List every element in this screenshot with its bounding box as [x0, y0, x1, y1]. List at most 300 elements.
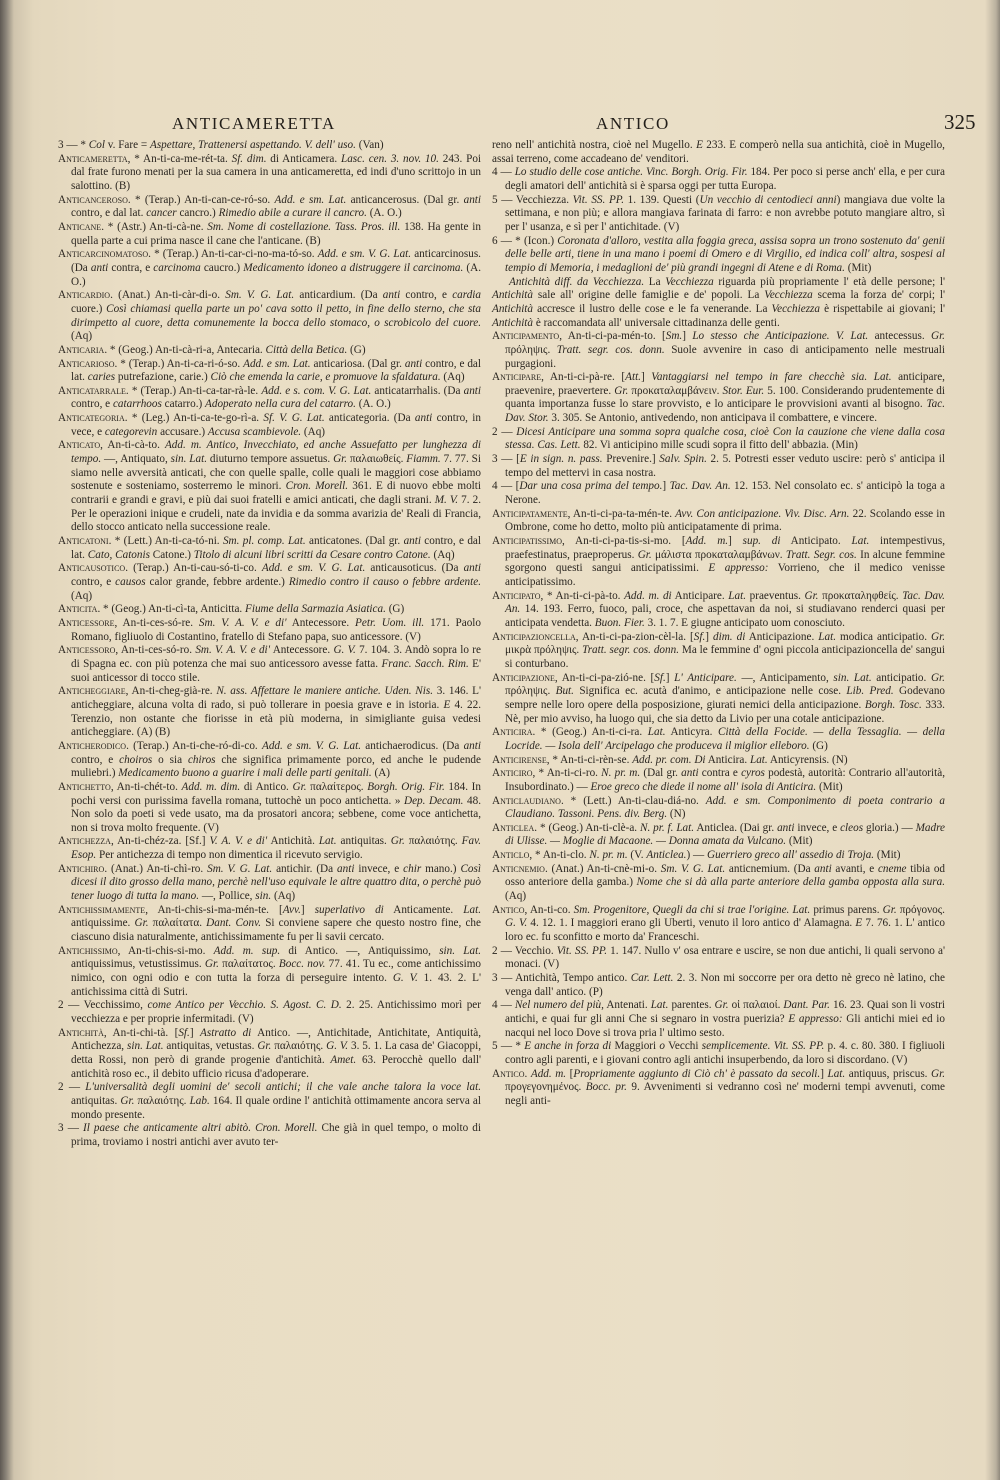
italic-text: Antichità diff. da Vecchiezza. [509, 275, 645, 288]
italic-text: Vecchiezza [771, 302, 820, 315]
roman-text: ] [662, 480, 670, 493]
roman-text: (Dal gr. [640, 767, 682, 780]
roman-text: παλαιότης. [271, 1040, 327, 1053]
roman-text: 4. 22. Terenzio, non ostante che fiorisse in età più moderna, in simigliante guisa vedesi anticheggiare. (A) (B) [71, 698, 481, 739]
italic-text: L'universalità degli uomini de' secoli antichi; il che vale anche talora la voce lat. [85, 1081, 481, 1094]
roman-text: (Mit) [786, 835, 813, 848]
italic-text: Gr. [931, 1067, 946, 1080]
italic-text: Lib. Pred. [846, 685, 894, 698]
italic-text: Add. m. dim. [181, 780, 241, 793]
italic-text: Sm. V. G. Lat. [660, 862, 726, 875]
roman-text: (Mit) [844, 261, 872, 274]
roman-text: antichaerodicus. (Da [361, 739, 464, 752]
roman-text: . (Anat.) An-ti-cnè-mi-o. [544, 862, 661, 875]
roman-text: Anticlea. (Dai gr. [694, 821, 778, 834]
roman-text: [ [566, 1067, 574, 1080]
roman-text: —, Pollice, [199, 890, 256, 903]
roman-text: In alcune femmine sgorgono questi sangui anticipatissimi. [505, 548, 945, 575]
headword: Antichetto [58, 780, 111, 793]
roman-text: . * (Terap.) An-ti-ca-tar-rà-le. [125, 384, 262, 397]
roman-text: anticardium. (Da [294, 289, 383, 302]
headword: Anticlea [492, 821, 535, 834]
roman-text: (Aq) [301, 425, 326, 438]
roman-text: antecessus. [868, 330, 931, 343]
roman-text: 1. 43. 2. L' antichissima città di Sutri. [71, 972, 481, 998]
roman-text: catarro.) [161, 398, 206, 411]
roman-text: ] [682, 330, 693, 343]
dictionary-entry [492, 822, 945, 849]
dictionary-entry [492, 754, 945, 768]
headword: Antichissimamente [58, 903, 146, 916]
roman-text: parentes. [668, 999, 715, 1012]
italic-text: anti [337, 862, 355, 875]
roman-text: προκαταληφθείς. [818, 589, 903, 602]
dictionary-entry [58, 289, 481, 344]
italic-text: sup. di [742, 535, 781, 548]
italic-text: Il paese che anticamente altri abitò. Cron. Morell. [82, 1122, 318, 1135]
italic-text: E [696, 139, 703, 151]
roman-text: 7. 77. Si siamo nelle avversità anticati, che con quelle spalle, colle quali le maggiori cose abbiamo sostenute e sosteniamo, sosterremo le minori. [71, 453, 481, 493]
roman-text: di Antico. [240, 780, 293, 793]
italic-text: V. A. V. e di' [209, 835, 268, 848]
roman-text: (Aq) [440, 371, 465, 384]
roman-text: 184. Per poco si perse anch' ella, e per cura degli amatori dell' antichità si è sparsa oggi per tutta Europa. [505, 166, 945, 192]
roman-text: contro, e dal lat. [71, 535, 482, 561]
dictionary-entry [58, 904, 481, 945]
roman-text: , An-ti-ci-pa-ta-mén-te. [567, 507, 676, 520]
dictionary-entry [58, 139, 481, 153]
italic-text: anti [777, 821, 795, 834]
dictionary-entry [492, 453, 945, 480]
roman-text: Anticyra. [665, 726, 718, 739]
roman-text: παλαίτατος. [218, 958, 279, 971]
dictionary-entry [58, 358, 481, 385]
italic-text: Tratt. Segr. cos. [785, 548, 857, 561]
italic-text: Ciò che emenda la carie, e promuove la sfaldatura. [210, 371, 441, 384]
italic-text: sin. Lat. [170, 453, 208, 466]
headword: Antico [492, 903, 525, 916]
italic-text: sin. Lat. [127, 1040, 164, 1053]
italic-text: Dant. Par. [783, 999, 830, 1012]
roman-text: antiquissimus, vetustissimus. [71, 958, 205, 971]
italic-text: Lat. [728, 589, 747, 602]
roman-text: anticategoria. (Da [324, 412, 415, 425]
italic-text: Lat. [650, 999, 669, 1012]
italic-text: anti [382, 289, 401, 302]
roman-text: Prevenire.] [602, 453, 660, 466]
headword: Anticira [492, 726, 533, 739]
roman-text: di Antico. —, Antiquissimo, [280, 944, 440, 957]
roman-text: 22. Scolando esse in Ombrone, come ho detto, molto più anticipatamente di prima. [505, 507, 945, 534]
italic-text: Sm. [665, 330, 683, 343]
roman-text: Antenati. [603, 999, 651, 1012]
roman-text: 14. 193. Ferro, fuoco, pali, croce, che aspettavan da noi, si studiavano renderci quasi per anticipata vendetta. [505, 603, 945, 629]
roman-text: Vecchi [665, 1040, 702, 1053]
roman-text: , An-ti-chi-tà. [ [103, 1026, 179, 1039]
roman-text: riguarda più propriamente l' età delle persone; l' [713, 275, 945, 288]
headword: Anticatoni [58, 535, 109, 548]
italic-text: anti [681, 767, 699, 780]
roman-text: anticipatio. [871, 671, 931, 684]
roman-text: . * (Lett.) An-ti-clau-diá-no. [560, 794, 706, 807]
roman-text: contro, e [71, 398, 113, 411]
italic-text: Gr. [292, 780, 307, 793]
italic-text: Città della Betica. [265, 343, 348, 356]
italic-text: Add. m. di [624, 589, 672, 602]
italic-text: Sf. dim. [231, 152, 267, 165]
dictionary-entry [58, 945, 481, 1000]
roman-text: antiquus, priscus. [845, 1067, 932, 1080]
roman-text: 2 — Vecchio. [492, 944, 557, 957]
roman-text: sale all' origine delle famiglie e de' popoli. La [533, 289, 765, 302]
italic-text: anti [463, 384, 481, 397]
roman-text: 233. E comperò nella sua antichità, cioè in Mugello, assai terreno, come accadeano de' venditori. [492, 139, 945, 165]
roman-text: mano.) [421, 862, 461, 875]
roman-text: . * (Geog.) An-ti-cì-ta, Anticitta. [97, 603, 246, 616]
italic-text: Nome che si dà alla parte anteriore della gamba opposta alla sura. [636, 876, 945, 889]
roman-text: cuore.) [71, 302, 107, 315]
roman-text: ] [300, 903, 315, 916]
roman-text: Per antichezza di tempo non dimentica il ricevuto servigio. [96, 849, 363, 862]
italic-text: Antichità [492, 289, 534, 302]
dictionary-entry [58, 221, 481, 248]
italic-text: E appresso: [708, 562, 769, 575]
dictionary-entry [58, 344, 481, 358]
italic-text: anti [463, 562, 481, 575]
italic-text: anti [814, 862, 832, 875]
italic-text: anti [463, 193, 482, 206]
roman-text: (G) [385, 603, 405, 616]
roman-text: 2 — [58, 1081, 86, 1094]
roman-text: , An-ti-ci-pa-tis-si-mo. [ [562, 535, 686, 548]
italic-text: Gr. [714, 999, 729, 1012]
italic-text: Sm. Progenitore, Quegli da chi si trae l'origine. Lat. [573, 903, 811, 916]
italic-text: Gr. [882, 903, 897, 916]
roman-text: Suole avvenire in caso di anticipamento nelle mestruali purgagioni. [505, 343, 945, 370]
italic-text: Guerriero greco all' assedio di Troja. [706, 849, 875, 862]
roman-text: , An-ti-chis-si-ma-mén-te. [ [145, 903, 283, 916]
italic-text: cleos [840, 821, 864, 834]
italic-text: Coronata d'alloro, vestita alla foggia greca, assisa sopra un trono sostenuto da' genii delle belle arti, tiene in una mano i poemi di Omero e di Virgilio, ed indica coll' altra, sospesi al tempio di Memoria, i medaglioni de' più grandi ingegni di Atene e di Roma. [505, 234, 945, 274]
roman-text: 5 — Vecchiezza. [492, 193, 573, 206]
roman-text: 77. 41. Tu ec., come antichissimo nimico, con ogni odio e con tutta la forza di perseguire intento. [71, 958, 481, 985]
roman-text: ) mangiava due volte la settimana, e non più; e allora mangiava farinata di farro: e non avrebbe potuto mangiare altro, sì per l' usanza, e sì per l' antichitade. (V) [505, 193, 946, 233]
roman-text: παλαίτατα. [148, 917, 207, 930]
roman-text: 2. 3. Non mi soccorre per ora detto nè greco nè latino, che venga dall' antico. (P) [505, 972, 945, 998]
roman-text: (Aq) [71, 589, 93, 602]
roman-text: intempestivus, praefestinatus, praeproperus. [505, 535, 946, 561]
italic-text: Fav. Esop. [71, 835, 481, 862]
roman-text: è raccomandata all' universale cittadinanza delle genti. [533, 316, 780, 329]
roman-text: . (Anat.) An-ti-càr-di-o. [110, 289, 226, 302]
roman-text: μικρὰ πρόληψις. [505, 644, 583, 657]
roman-text: . * (Geog.) An-ti-ci-ra. [532, 726, 648, 739]
roman-text: Catone.) [149, 548, 194, 561]
left-column [58, 139, 481, 1150]
roman-text: , An-ti-cà-to. [100, 439, 165, 452]
dictionary-entry [58, 1027, 481, 1082]
headword: Anticategoria [58, 412, 125, 425]
headword: Anticameretta [58, 152, 128, 165]
roman-text: παλαιότης. [404, 835, 462, 848]
dictionary-entry [492, 863, 945, 904]
italic-text: sin. Lat. [439, 944, 482, 957]
italic-text: Add. e sm. Lat. [243, 357, 311, 370]
italic-text: Nel numero del più, [514, 999, 604, 1012]
running-head-right: ANTICO [596, 114, 670, 133]
roman-text: contro, in vece, e [71, 412, 481, 438]
italic-text: Buon. Fier. [594, 616, 645, 629]
italic-text: catarrhoos [112, 398, 162, 411]
italic-text: Eroe greco che diede il nome all' isola di Anticira. [590, 780, 817, 793]
roman-text: antiquitas, vetustas. [163, 1040, 258, 1053]
roman-text: 7. 104. 3. Andò sopra lo re di Spagna ec. con più potenza che mai suo anticessoro avesse fatta. [71, 644, 481, 670]
dictionary-entry [492, 590, 945, 631]
roman-text: 5. 100. Considerando prudentemente di quanta importanza fusse lo stare provvisto, e lo anticipare le provvisioni avanti al bisogno. [505, 384, 945, 411]
roman-text: Anticira. [705, 753, 750, 766]
headword: Anticane [58, 220, 102, 233]
italic-text: chiros [187, 753, 216, 766]
roman-text: 16. 23. Quai son li vostri antichi, e quai fur gli anni Che si segnaro in vostra puerizia? [505, 999, 946, 1025]
headword: Anticlaudiano [492, 794, 561, 807]
roman-text: scema la forza de' corpi; l' [812, 289, 946, 302]
roman-text: παλαιωθείς. [347, 453, 407, 466]
italic-text: Tac. Dav. An. [505, 589, 945, 616]
roman-text: anticipare, praevenire, praevertere. [505, 371, 945, 397]
italic-text: Salv. Spin. [659, 453, 707, 466]
roman-text: 4 — [492, 166, 515, 179]
headword: Antichità [58, 1026, 104, 1039]
roman-text: accusare.) [157, 425, 208, 438]
roman-text: . * (Geog.) An-ti-cà-ri-a, Antecaria. [104, 343, 266, 356]
italic-text: Madre di Ulisse. — Moglie di Macaone. — Donna amata da Vulcano. [505, 821, 945, 848]
italic-text: Vit. SS. PP. [556, 944, 608, 957]
roman-text: 4 — [ [492, 480, 520, 493]
italic-text: Add. e sm. Lat. [274, 193, 347, 206]
roman-text: πρόληψις. [505, 685, 556, 698]
headword: Anticatarrale [58, 384, 126, 397]
dictionary-entry [492, 535, 945, 590]
italic-text: Adoperato nella cura del catarro. [205, 398, 356, 411]
italic-text: M. V. [434, 494, 459, 507]
dictionary-entry [58, 685, 481, 740]
dictionary-entry [492, 426, 945, 453]
dictionary-entry [58, 412, 481, 439]
roman-text: 361. E di nuovo ebbe molti contrarii e grandi e gravi, e più dai suoi fratelli e amici anticati, che dagli strani. [71, 480, 482, 507]
italic-text: Sf. [654, 671, 666, 684]
dictionary-entry [58, 562, 481, 603]
italic-text: Amet. [330, 1053, 357, 1066]
roman-text: anticancerosus. (Dal gr. [346, 193, 464, 206]
roman-text: 63. Perocchè quello dall' antichità roso ec., il debito ufficio ricusa d'adoperare. [71, 1053, 481, 1080]
italic-text: choiros [119, 753, 153, 766]
italic-text: E appresso: [788, 1013, 843, 1025]
roman-text: contro, e [71, 753, 120, 766]
headword: Anticlo [492, 849, 530, 862]
headword: Anticaria [58, 343, 105, 356]
italic-text: Gr. [134, 917, 149, 930]
dictionary-entry [492, 945, 945, 972]
roman-text: , An-ti-ces-só-re. [114, 616, 199, 629]
roman-text: , * An-ti-ci-ro. [532, 767, 602, 780]
roman-text: ] [705, 630, 714, 643]
roman-text: . (Anat.) An-ti-chì-ro. [104, 862, 208, 875]
roman-text: 2 — Vecchissimo, [58, 999, 148, 1012]
italic-text: anti [463, 739, 481, 752]
roman-text: Anticipato. [780, 535, 852, 548]
headword: Antichiro [58, 862, 105, 875]
italic-text: L' Anticipare. [674, 671, 737, 684]
italic-text: Lat. [318, 835, 337, 848]
italic-text: N. pr. m. [589, 849, 628, 862]
italic-text: cardia [452, 289, 481, 302]
italic-text: Tratt. segr. cos. donn. [556, 343, 665, 356]
italic-text: sin. Lat. [833, 671, 872, 684]
roman-text: Anticipazione. [745, 630, 819, 643]
italic-text: Tac. Dav. Stor. [505, 398, 945, 425]
italic-text: o [659, 1040, 665, 1053]
roman-text: . (Terap.) An-ti-cau-só-ti-co. [125, 562, 262, 575]
italic-text: N. ass. Affettare le maniere antiche. Uden. Nis. [216, 685, 434, 698]
italic-text: Gr. [614, 384, 629, 397]
italic-text: carcinoma [153, 261, 201, 274]
roman-text: Antico. —, Antichitade, Antichitate, Antiquità, Antichezza, [71, 1026, 481, 1053]
roman-text: μάλιστα προκαταλαμβάνων. [651, 548, 786, 561]
roman-text: , An-ti-chét-to. [110, 780, 182, 793]
headword: Anticipazioncella [492, 630, 576, 643]
roman-text: 5 — * [492, 1040, 525, 1053]
roman-text: , An-ti-ces-só-ro. [115, 644, 196, 657]
roman-text: (A) [371, 767, 391, 780]
roman-text: 82. Vi anticipino mille scudi sopra il fitto dell' abbazia. (Min) [580, 439, 858, 452]
roman-text: προγεγονημένος. [505, 1081, 586, 1094]
italic-text: Gr. [390, 835, 405, 848]
dictionary-entry [492, 999, 945, 1040]
roman-text: 333. Nè, per mio avviso, ha luogo qui, che sia detto da Livio per una cotale anticipazione. [505, 698, 945, 725]
dictionary-entry [58, 603, 481, 617]
roman-text: 4. 12. 1. I maggiori erano gli Uberti, venuto il loro antico d' Alamagna. [527, 917, 856, 930]
italic-text: Medicamento idoneo a distruggere il carcinoma. [243, 261, 464, 274]
italic-text: Gr. [204, 958, 219, 971]
roman-text: Godevano sempre nelle loro opere della posposizione, giurati nemici della anticipazione. [505, 685, 946, 711]
italic-text: Dicesi Anticipare una somma sopra qualche cosa, cioè Con la cauzione che viene dalla cosa stessa. Cas. Lett. [505, 425, 945, 452]
roman-text: ] [820, 1067, 828, 1080]
headword: Anticnemio [492, 862, 545, 875]
dictionary-entry [492, 371, 945, 426]
roman-text: 138. Ha gente in quella parte a cui prima nasce il cane che l'anticane. (B) [71, 220, 481, 247]
dictionary-entry [58, 999, 481, 1026]
roman-text: πρόγονος. [896, 903, 945, 916]
italic-text: Add. e sm. Componimento di poeta contrario a Claudiano. Tassoni. Pens. div. Berg. [505, 794, 945, 821]
roman-text: Antichità. [267, 835, 319, 848]
italic-text: Lat. [647, 726, 666, 739]
roman-text: , An-ti-ci-pa-mén-to. [ [559, 330, 666, 343]
italic-text: come Antico per Vecchio. S. Agost. C. D. [147, 999, 342, 1012]
italic-text: E anche in forza di [524, 1040, 612, 1053]
roman-text: (Van) [355, 139, 384, 151]
roman-text: 3 — [58, 1122, 83, 1135]
italic-text: Sm. pl. comp. Lat. [222, 535, 306, 548]
roman-text: antiquitas. [71, 1094, 121, 1107]
roman-text: —, Anticipamento, [736, 671, 834, 684]
roman-text: Vorrieno, che il medico venisse anticipatissimo. [505, 562, 946, 588]
dictionary-entry [492, 1068, 945, 1109]
roman-text: , An-ti-cheg-già-re. [125, 685, 217, 698]
italic-text: Add. e sm. V. G. Lat. [317, 248, 412, 261]
roman-text: anticatones. (Dal gr. [305, 535, 404, 548]
roman-text: anticatarrhalis. (Da [371, 384, 464, 397]
roman-text: contro, e [400, 289, 453, 302]
italic-text: Lo studio delle cose antiche. Vinc. Borgh. Orig. Fir. [514, 166, 748, 179]
roman-text: . * (Astr.) An-ti-cà-ne. [101, 220, 208, 233]
dictionary-entry [492, 795, 945, 822]
dictionary-entry [492, 726, 945, 753]
italic-text: cneme [877, 862, 907, 875]
roman-text: Anticamente. [383, 903, 464, 916]
italic-text: Cato, Catonis [87, 548, 150, 561]
italic-text: Add. e sm. V. G. Lat. [261, 562, 366, 575]
roman-text: Gli antichi miei ed io nacqui nel loco Dove si trova pria l' ultimo sesto. [505, 1013, 945, 1039]
roman-text: 243. Poi dal frate furono menati per la sua camera in una anticameretta, ed indi d'uno scrittojo in un salottino. (B) [71, 152, 482, 192]
roman-text: (A. O.) [366, 207, 402, 220]
italic-text: Add. m. sup. [213, 944, 281, 957]
italic-text: Fiamm. [406, 453, 441, 466]
roman-text: 1. 147. Nullo v' osa entrare e uscire, se non due antichi, li quali servono a' monaci. (V) [505, 944, 946, 971]
roman-text: (G) [809, 739, 828, 752]
headword: Anticardio [58, 289, 111, 302]
dictionary-entry [58, 439, 481, 535]
usage-remark [492, 276, 945, 331]
roman-text: di Anticamera. [266, 152, 341, 165]
roman-text: παλαιότης. [134, 1094, 190, 1107]
dictionary-entry [492, 194, 945, 235]
roman-text: (V. [627, 849, 647, 862]
italic-text: Att. [625, 371, 641, 384]
dictionary-entry [492, 849, 945, 863]
roman-text: Anticipare. [671, 589, 729, 602]
roman-text: (Aq) [271, 890, 296, 903]
italic-text: E [855, 917, 863, 930]
italic-text: superlativo di [314, 903, 384, 916]
italic-text: anti [414, 412, 433, 425]
italic-text: anti [403, 535, 421, 548]
italic-text: Add. pr. com. Di [632, 753, 706, 766]
roman-text: contra, e [108, 261, 154, 274]
roman-text: v. Fare = [104, 139, 150, 151]
roman-text: . (Terap.) An-ti-che-ró-di-co. [126, 739, 262, 752]
italic-text: Stor. Eur. [722, 384, 765, 397]
italic-text: Lab. [189, 1094, 210, 1107]
right-column [492, 139, 945, 1109]
roman-text: Significa ec. acutà d'animo, e anticipazione nelle cose. [573, 685, 847, 698]
italic-text: Sm. V. A. V. e di' [198, 616, 287, 629]
dictionary-entry [58, 535, 481, 562]
italic-text: Dep. Decam. [403, 794, 464, 807]
roman-text: 3. 1. 7. E giugne anticipato uom conosciuto. [644, 616, 845, 629]
italic-text: G. V. [326, 1040, 349, 1053]
roman-text: ] [640, 371, 652, 384]
roman-text: , * An-ti-clo. [529, 849, 590, 862]
roman-text: contro, e dal lat. [71, 207, 147, 220]
roman-text: anticnemium. (Da [725, 862, 815, 875]
headword: Anticipare [492, 371, 542, 384]
italic-text: categorevin [104, 425, 158, 438]
roman-text: 48. Non solo da poeti si vede usato, ma da prosatori ancora; sebbene, come voce antichetta, non si trova molto frequente. (V) [71, 794, 482, 834]
italic-text: Antichità [492, 316, 534, 329]
roman-text: (Aq) [430, 548, 455, 561]
italic-text: Sm. V. G. Lat. [207, 862, 273, 875]
roman-text: contra e [698, 767, 742, 780]
